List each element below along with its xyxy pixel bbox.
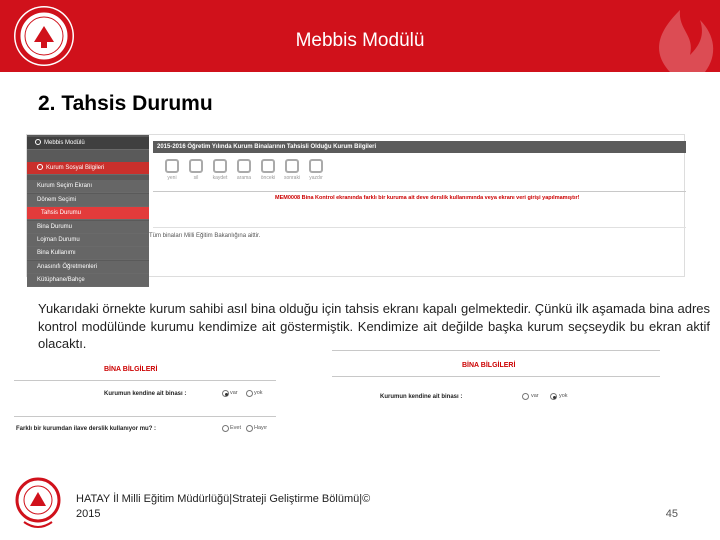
divider xyxy=(332,350,660,351)
trash-icon xyxy=(189,159,203,173)
sidebar-item[interactable] xyxy=(27,274,149,287)
radio-var[interactable] xyxy=(522,393,529,400)
form-title-bar: 2015-2016 Öğretim Yılında Kurum Binalarının Tahsisli Olduğu Kurum Bilgileri xyxy=(153,141,686,153)
radio-hayir-label: Hayır xyxy=(254,425,268,431)
sidebar-item[interactable] xyxy=(27,207,149,220)
page-title: 2. Tahsis Durumu xyxy=(38,92,213,115)
section-title: BİNA BİLGİLERİ xyxy=(104,366,158,373)
bina-bilgileri-screenshot-yok xyxy=(332,350,660,420)
footer-text xyxy=(76,492,370,522)
footer-line2: 2015 xyxy=(76,508,101,520)
radio-yok[interactable] xyxy=(550,393,557,400)
divider xyxy=(332,376,660,377)
toolbar-button[interactable] xyxy=(279,159,305,181)
sidebar-item-label: Bina Durumu xyxy=(37,224,73,230)
warning-message: MEM0008 Bina Kontrol ekranında farklı bir kuruma ait deve derslik kullanımında veya ekranı veri girişi yapılmamıştır! xyxy=(275,195,580,201)
sidebar-item-label: Mebbis Modülü xyxy=(44,140,85,146)
sidebar-item-label: Tahsis Durumu xyxy=(41,210,82,216)
toolbar-button-label: yeni xyxy=(167,175,177,181)
radio-hayir[interactable] xyxy=(246,425,253,432)
sidebar-item[interactable] xyxy=(27,221,149,234)
search-icon xyxy=(237,159,251,173)
explanation-paragraph: Yukarıdaki örnekte kurum sahibi asıl bina olduğu için tahsis ekranı kapalı gelmektedir. Çünkü ilk aşamada bina adres kontrol modülünde kurumu kendimize ait göstermiştik. Kendimize ait değilde başka kurum seçseydik bu ekran aktif olacaktı. xyxy=(38,301,710,351)
sidebar-item[interactable] xyxy=(27,234,149,247)
toolbar-button-label: arama xyxy=(236,175,252,181)
prev-icon xyxy=(261,159,275,173)
sidebar-item-label: Kurum Seçim Ekranı xyxy=(37,183,93,189)
sidebar-item[interactable] xyxy=(27,162,149,175)
radio-yok[interactable] xyxy=(246,390,253,397)
header-bar xyxy=(0,0,720,72)
circle-icon xyxy=(37,164,43,170)
header-title: Mebbis Modülü xyxy=(295,30,425,51)
own-building-label: Kurumun kendine ait binası : xyxy=(104,391,187,397)
radio-yok-label: yok xyxy=(254,390,263,396)
footer-line1: HATAY İl Milli Eğitim Müdürlüğü|Strateji Geliştirme Bölümü|© xyxy=(76,493,371,505)
sidebar-item-label: Bina Kullanımı xyxy=(37,250,76,256)
toolbar-button-label: yazdır xyxy=(309,175,323,181)
sidebar xyxy=(27,135,149,283)
sidebar-item-label: Lojman Durumu xyxy=(37,237,80,243)
sidebar-item-label: Anasınıfı Öğretmenleri xyxy=(37,264,98,270)
extra-classroom-label: Farklı bir kurumdan ilave derslik kullanıyor mu? : xyxy=(16,426,157,432)
sidebar-item[interactable] xyxy=(27,247,149,260)
sidebar-item[interactable] xyxy=(27,180,149,193)
toolbar-button-label: sil xyxy=(193,175,199,181)
toolbar-button[interactable] xyxy=(231,159,257,181)
next-icon xyxy=(285,159,299,173)
circle-icon xyxy=(35,139,41,145)
bina-bilgileri-screenshot-var xyxy=(14,358,276,440)
divider xyxy=(14,416,276,417)
radio-var-label: var xyxy=(531,393,539,399)
divider xyxy=(153,191,686,192)
mebbis-screenshot xyxy=(26,134,685,283)
sidebar-item-label: Dönem Seçimi xyxy=(37,197,77,203)
sidebar-item[interactable] xyxy=(27,137,149,150)
toolbar-button[interactable] xyxy=(207,159,233,181)
radio-evet[interactable] xyxy=(222,425,229,432)
save-icon xyxy=(213,159,227,173)
radio-var[interactable] xyxy=(222,390,229,397)
meb-emblem-icon xyxy=(14,476,62,532)
sidebar-item[interactable] xyxy=(27,261,149,274)
radio-evet-label: Evet xyxy=(230,425,242,431)
radio-yok-label: yok xyxy=(559,393,568,399)
page-number: 45 xyxy=(665,508,678,520)
section-title: BİNA BİLGİLERİ xyxy=(462,362,516,369)
own-building-label: Kurumun kendine ait binası : xyxy=(380,394,463,400)
toolbar-button[interactable] xyxy=(159,159,185,181)
print-icon xyxy=(309,159,323,173)
toolbar-button-label: kaydet xyxy=(212,175,228,181)
sidebar-item[interactable] xyxy=(27,194,149,207)
sidebar-item-label: Kütüphane/Bahçe xyxy=(37,277,85,283)
toolbar-button[interactable] xyxy=(303,159,329,181)
info-note: Tüm binaları Milli Eğitim Bakanlığına aittir. xyxy=(149,233,261,239)
divider xyxy=(153,227,686,228)
toolbar-button-label: önceki xyxy=(260,175,276,181)
divider xyxy=(14,380,276,381)
toolbar-button[interactable] xyxy=(255,159,281,181)
sidebar-item-label: Kurum Sosyal Bilgileri xyxy=(46,165,105,171)
toolbar-button[interactable] xyxy=(183,159,209,181)
toolbar-button-label: sonraki xyxy=(283,175,301,181)
plus-icon xyxy=(165,159,179,173)
radio-var-label: var xyxy=(230,390,238,396)
